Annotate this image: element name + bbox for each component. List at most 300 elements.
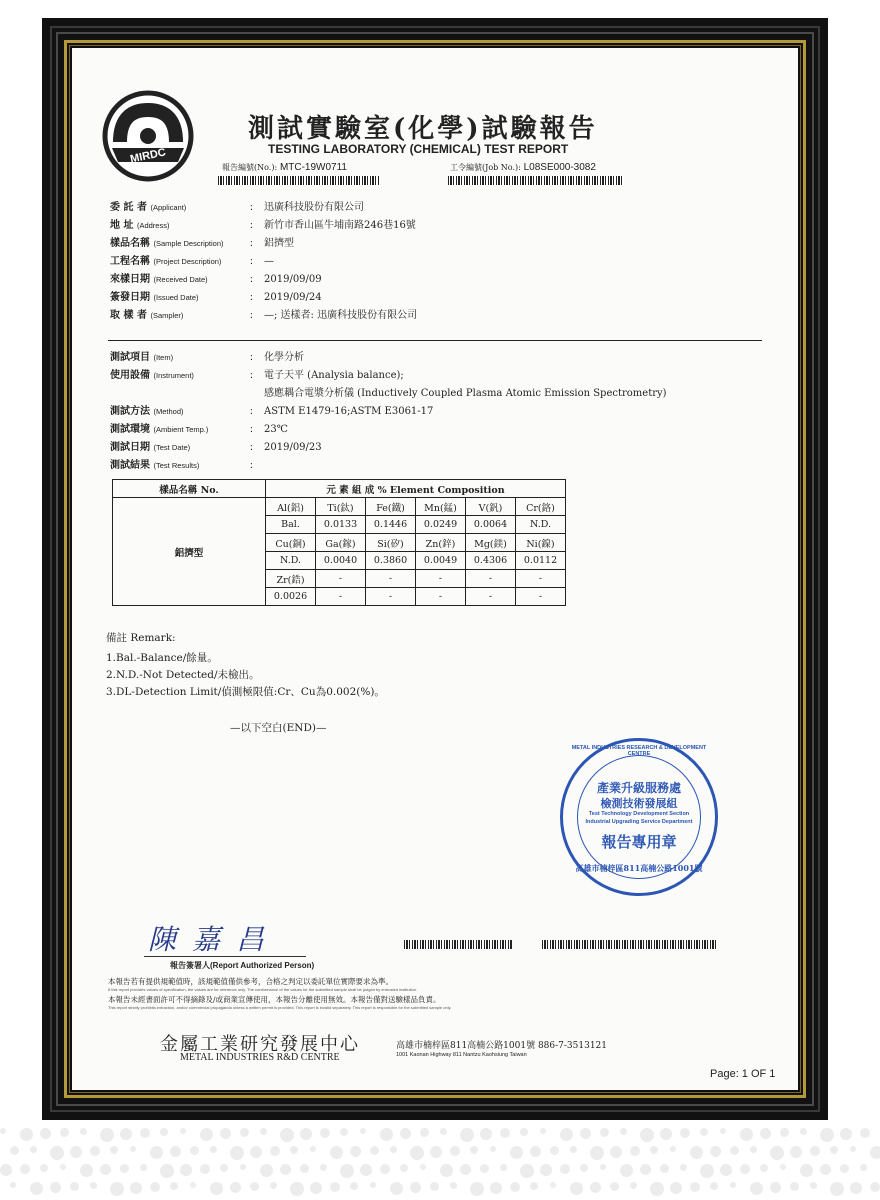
stamp-ring-text: METAL INDUSTRIES RESEARCH & DEVELOPMENT CENTRE [571,745,707,757]
floor-dot [530,1182,538,1190]
floor-dot [650,1146,658,1154]
floor-dot [560,1128,573,1141]
floor-dot [330,1146,343,1159]
floor-dot [130,1182,142,1194]
floor-dot [430,1146,442,1158]
floor-dot [860,1164,867,1171]
barcode [404,940,512,949]
info-label-en: (Issued Date) [153,293,199,302]
floor-dot [630,1182,637,1189]
floor-dot [600,1128,609,1137]
info-colon: : [250,424,253,435]
floor-dot [20,1164,30,1174]
floor-dot [590,1182,601,1193]
table-cell: 0.0249 [416,516,466,534]
sample-name-header: 樣品名稱 No. [113,480,266,498]
floor-dot [720,1128,726,1134]
table-cell: 0.1446 [366,516,416,534]
floor-dot [110,1182,124,1196]
floor-dot [160,1164,174,1178]
floor-dot [0,1164,12,1176]
floor-dot [330,1182,340,1192]
info-colon: : [250,352,253,363]
floor-dot [720,1164,732,1176]
disclaimer-1: 本報告若有提供規範值時，該規範值僅供參考，合格之判定以委託單位實際要求為準。 [108,977,393,986]
floor-dot [590,1146,604,1160]
composition-header: 元 素 組 成 % Element Composition [266,480,566,498]
remark-line: 2.N.D.-Not Detected/未檢出。 [106,669,260,681]
info-value: — [264,256,274,267]
table-cell: N.D. [266,552,316,570]
info-value: 2019/09/24 [264,292,322,303]
floor-dot [390,1146,397,1153]
info-row [110,252,274,267]
info-label [110,234,250,249]
info-colon: : [250,256,253,267]
table-cell: Zr(鋯) [266,570,316,588]
info-label [110,402,250,417]
info-label-cn: 測試結果 [110,460,150,471]
table-cell: - [316,588,366,606]
info-label-en: (Project Description) [153,257,222,266]
info-colon: : [250,274,253,285]
floor-dot [690,1182,700,1192]
info-value: —; 送樣者: 迅廣科技股份有限公司 [264,310,418,321]
info-label-en: (Applicant) [150,203,187,212]
floor-dot [260,1128,267,1135]
floor-dot [830,1182,844,1196]
table-cell: 0.0133 [316,516,366,534]
floor-dot [630,1146,640,1156]
floor-dot [790,1182,799,1191]
info-label-en: (Item) [153,353,174,362]
info-value: 鋁擠型 [264,238,294,249]
floor-dot [320,1164,327,1171]
table-cell: - [516,588,566,606]
floor-dot [380,1128,393,1141]
info-label-en: (Address) [136,221,170,230]
info-label-cn: 使用設備 [110,370,150,381]
floor-dot [550,1182,556,1188]
floor-dot [500,1128,510,1138]
floor-dot [410,1182,421,1193]
floor-dot [30,1146,37,1153]
info-label-en: (Sample Description) [153,239,224,248]
job-no-label: 工令編號(Job No.): [450,163,521,172]
floor-dot [370,1182,376,1188]
stamp-line: 產業升級服務處 [596,781,681,795]
info-label-cn: 來樣日期 [110,274,150,285]
floor-dot [300,1128,312,1140]
floor-dot [170,1146,181,1157]
table-cell: Ni(鎳) [516,534,566,552]
floor-dot [810,1182,817,1189]
floor-dot [420,1128,429,1137]
org-name-en: METAL INDUSTRIES R&D CENTRE [180,1052,340,1063]
floor-dot [50,1146,64,1160]
stamp-inner-ring [577,755,701,879]
table-cell: - [366,588,416,606]
floor-dot [460,1164,471,1175]
floor-dot [430,1182,439,1191]
floor-dot [520,1128,528,1136]
info-label-cn: 取 樣 者 [110,310,147,321]
table-cell: - [516,570,566,588]
table-cell: Bal. [266,516,316,534]
floor-dot [580,1128,591,1139]
floor-dot [730,1182,736,1188]
floor-dot [250,1182,259,1191]
info-label [110,252,250,267]
info-label-en: (Test Date) [153,443,191,452]
floor-dot [580,1164,588,1172]
floor-dot [850,1146,856,1152]
floor-dot [380,1164,390,1174]
floor-dot [740,1128,753,1141]
table-cell: Cu(銅) [266,534,316,552]
floor-dot [750,1182,763,1195]
floor-dot [100,1128,114,1142]
floor-dot [530,1146,541,1157]
info-label-en: (Instrument) [153,371,194,380]
floor-dot [180,1128,186,1134]
table-cell: Al(鋁) [266,498,316,516]
table-cell: Mg(鎂) [466,534,516,552]
floor-dot [200,1128,213,1141]
floor-dot [730,1146,739,1155]
table-cell: Mn(錳) [416,498,466,516]
floor-dot [190,1182,196,1188]
background-floor [0,1120,880,1200]
floor-dot [230,1182,241,1193]
floor-dot [570,1146,577,1153]
composition-table [112,479,566,606]
floor-dot [700,1128,708,1136]
floor-dot [670,1146,676,1152]
floor-dot [120,1164,129,1173]
floor-dot [120,1128,132,1140]
info-row [110,438,322,453]
report-title-cn: 測試實驗室(化學)試驗報告 [248,114,598,144]
floor-dot [870,1146,880,1159]
info-label [110,270,250,285]
floor-dot [320,1128,330,1138]
end-marker: —以下空白(END)— [230,722,327,734]
floor-dot [490,1182,502,1194]
floor-dot [650,1182,664,1196]
info-row [110,270,322,285]
info-label [110,366,250,381]
floor-dot [410,1146,424,1160]
info-row [110,216,416,231]
info-row [110,456,264,471]
report-no-label: 報告編號(No.): [222,163,278,172]
floor-dot [80,1128,87,1135]
floor-dot [130,1146,136,1152]
floor-dot [150,1182,160,1192]
floor-dot [800,1128,807,1135]
floor-dot [780,1164,786,1170]
floor-dot [140,1128,150,1138]
floor-dot [70,1146,82,1158]
info-row [110,234,294,249]
info-value: 迅廣科技股份有限公司 [264,202,364,213]
floor-dot [470,1182,484,1196]
floor-dot [500,1164,507,1171]
floor-dot [240,1164,246,1170]
floor-dot [670,1182,682,1194]
floor-dot [210,1182,223,1195]
floor-dot [350,1146,361,1157]
table-cell: Zn(鋅) [416,534,466,552]
floor-dot [700,1164,714,1178]
floor-dot [200,1164,210,1174]
info-row [110,384,667,399]
mirdc-logo [102,90,194,182]
info-label-en: (Method) [153,407,184,416]
info-label-en: (Ambient Temp.) [153,425,209,434]
floor-dot [350,1182,358,1190]
table-cell: - [416,588,466,606]
table-row [113,498,566,516]
table-cell: Ga(鎵) [316,534,366,552]
info-label [110,288,250,303]
info-label-cn: 測試環境 [110,424,150,435]
table-cell: 0.4306 [466,552,516,570]
info-colon: : [250,220,253,231]
info-label [110,456,250,471]
info-label [110,198,250,213]
table-cell: - [466,588,516,606]
floor-dot [20,1128,33,1141]
info-label [110,306,250,321]
info-colon: : [250,238,253,249]
floor-dot [810,1146,820,1156]
table-cell: 0.0049 [416,552,466,570]
floor-dot [270,1146,280,1156]
info-value: 2019/09/09 [264,274,322,285]
floor-dot [340,1164,354,1178]
floor-dot [250,1146,262,1158]
floor-dot [520,1164,534,1178]
floor-dot [280,1164,291,1175]
floor-dot [80,1164,93,1177]
floor-dot [690,1146,703,1159]
floor-dot [540,1128,546,1134]
floor-dot [820,1128,834,1142]
floor-dot [540,1164,552,1176]
floor-dot [570,1182,583,1195]
info-value: 電子天平 (Analysia balance); [264,370,404,381]
floor-dot [220,1128,231,1139]
floor-dot [450,1146,460,1156]
floor-dot [440,1164,453,1177]
report-no-value: MTC-19W0711 [279,162,347,173]
floor-dot [770,1146,784,1160]
table-cell: 0.0064 [466,516,516,534]
info-value: 化學分析 [264,352,304,363]
floor-dot [440,1128,447,1135]
table-cell: N.D. [516,516,566,534]
info-colon: : [250,292,253,303]
page-number: Page: 1 OF 1 [710,1068,776,1080]
table-cell: Si(矽) [366,534,416,552]
signature-line [144,956,306,957]
info-label-cn: 工程名稱 [110,256,150,267]
floor-dot [290,1182,304,1196]
floor-dot [750,1146,757,1153]
stamp-line: Industrial Upgrading Service Department [585,819,693,825]
stamp-bottom-text: 高雄市楠梓區811高楠公路1001號 [575,863,703,873]
info-label-cn: 地 址 [110,220,134,231]
info-label-cn: 測試日期 [110,442,150,453]
floor-dot [90,1146,100,1156]
info-colon: : [250,442,253,453]
report-barcode [218,176,380,185]
floor-dot [40,1164,48,1172]
floor-dot [140,1164,147,1171]
sample-name-cell: 鋁擠型 [113,498,266,606]
info-value: 2019/09/23 [264,442,322,453]
table-cell: 0.0026 [266,588,316,606]
floor-dot [50,1182,61,1193]
table-cell: - [316,570,366,588]
floor-dot [680,1128,690,1138]
info-label [110,216,250,231]
remark-title: 備註 Remark: [106,632,176,644]
table-cell: Cr(鉻) [516,498,566,516]
floor-dot [480,1128,492,1140]
job-no-value: L08SE000-3082 [523,162,596,173]
floor-dot [610,1146,622,1158]
address-en: 1001 Kaonan Highway 811 Nantzu Kaohsiung Taiwan [396,1052,527,1058]
info-value: ASTM E1479-16;ASTM E3061-17 [264,406,434,417]
disclaimer-2: 本報告未經書面許可不得摘錄及/或商業宣傳使用，本報告分離使用無效。本報告僅對送驗樣品負責。 [108,995,441,1004]
section-divider [108,340,762,341]
floor-dot [280,1128,294,1142]
org-name-cn: 金屬工業研究發展中心 [160,1034,360,1055]
floor-dot [710,1182,718,1190]
floor-dot [150,1146,163,1159]
svg-text:MIRDC: MIRDC [129,146,167,166]
picture-frame [42,18,828,1120]
info-value: 新竹市香山區牛埔南路246巷16號 [264,220,416,231]
table-cell: Fe(鐵) [366,498,416,516]
floor-dot [370,1146,379,1155]
table-cell: - [416,570,466,588]
signature-label: 報告簽署人(Report Authorized Person) [170,961,315,970]
table-cell: - [366,570,416,588]
info-label-en: (Received Date) [153,275,208,284]
floor-dot [620,1164,633,1177]
report-paper [72,48,798,1090]
floor-dot [30,1182,43,1195]
floor-dot [60,1128,69,1137]
disclaimer-2-en: This report strictly prohibits extraction, and/or commercial propaganda unless a written permit is provided. This report is invalid separately. This report is responsible for the submitted sample only. [108,1005,452,1010]
info-value: 23℃ [264,424,288,435]
floor-dot [820,1164,831,1175]
info-label-cn: 委 託 者 [110,202,147,213]
info-row [110,288,322,303]
floor-dot [830,1146,838,1154]
floor-dot [360,1164,372,1176]
floor-dot [840,1128,852,1140]
floor-dot [240,1128,249,1137]
info-label-en: (Test Results) [153,461,200,470]
floor-dot [0,1128,6,1134]
job-number [450,162,596,173]
info-colon: : [250,406,253,417]
floor-dot [470,1146,478,1154]
table-cell: Ti(鈦) [316,498,366,516]
info-row [110,198,364,213]
floor-dot [230,1146,244,1160]
floor-dot [560,1164,570,1174]
info-row [110,306,417,321]
floor-dot [420,1164,426,1170]
floor-dot [180,1164,192,1176]
floor-dot [660,1164,669,1173]
info-colon: : [250,460,253,471]
table-cell: 0.0040 [316,552,366,570]
floor-dot [390,1182,403,1195]
floor-dot [660,1128,672,1140]
report-number [222,162,347,173]
floor-dot [300,1164,309,1173]
floor-dot [790,1146,802,1158]
floor-dot [640,1128,654,1142]
floor-dot [680,1164,687,1171]
info-row [110,348,304,363]
floor-dot [610,1182,619,1191]
floor-dot [800,1164,813,1177]
info-label-cn: 測試方法 [110,406,150,417]
info-label-en: (Sampler) [150,311,184,320]
floor-dot [270,1182,277,1189]
info-colon: : [250,370,253,381]
floor-dot [600,1164,606,1170]
floor-dot [310,1182,322,1194]
floor-dot [400,1128,411,1139]
floor-dot [10,1146,19,1155]
info-label [110,420,250,435]
info-colon: : [250,202,253,213]
table-header-row [113,480,566,498]
info-value: 感應耦合電漿分析儀 (Inductively Coupled Plasma Atomic Emission Spectrometry) [264,388,667,399]
floor-dot [780,1128,789,1137]
report-title-en: TESTING LABORATORY (CHEMICAL) TEST REPORT [268,142,569,156]
table-cell: - [466,570,516,588]
stamp-line: 檢測技術發展組 [600,797,678,810]
floor-dot [490,1146,496,1152]
table-cell: V(釩) [466,498,516,516]
disclaimer-1-en: If this report provides values of specification, the values are for reference only. The conformance of the values for the submitted sample shall be judged by entrusted institution. [108,987,418,992]
info-colon: : [250,310,253,321]
job-barcode [448,176,624,185]
floor-dot [260,1164,273,1177]
floor-dot [460,1128,474,1142]
stamp-line: Test Technology Development Section [588,811,690,817]
floor-dot [360,1128,366,1134]
floor-dot [870,1182,880,1192]
info-label [110,438,250,453]
info-row [110,420,288,435]
floor-dot [760,1164,768,1172]
remark-line: 3.DL-Detection Limit/偵測極限值:Cr、Cu為0.002(%)。 [106,686,385,698]
floor-dot [760,1128,771,1139]
floor-dot [620,1128,627,1135]
table-cell: 0.0112 [516,552,566,570]
